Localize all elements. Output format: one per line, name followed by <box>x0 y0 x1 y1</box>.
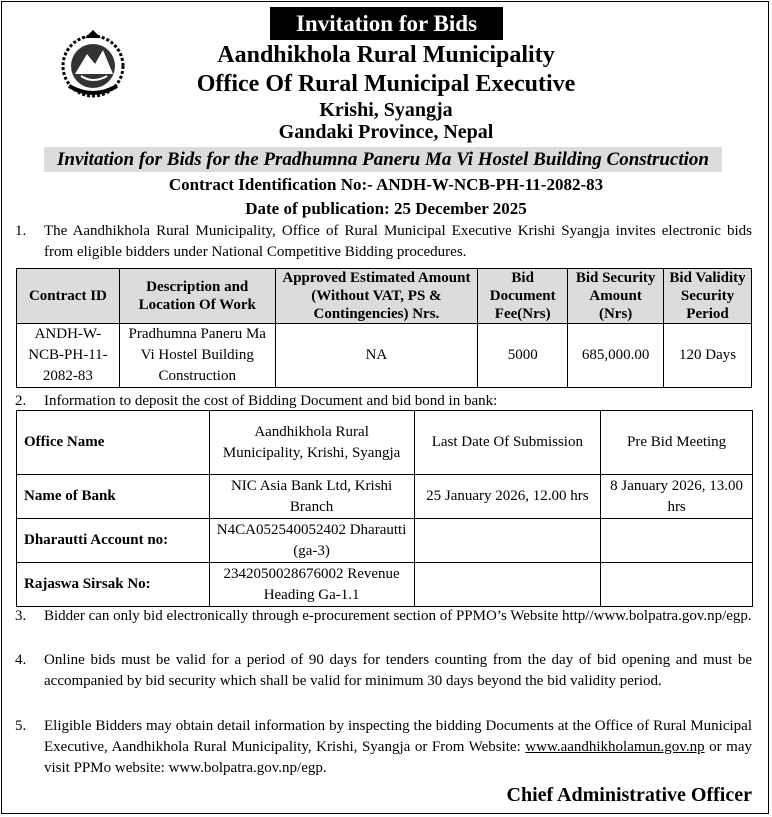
bank-name-value: NIC Asia Bank Ltd, Krishi Branch <box>209 475 414 519</box>
empty-cell <box>414 519 601 563</box>
item-text: Information to deposit the cost of Bidding Document and bid bond in bank: <box>44 393 498 409</box>
contract-id-line: Contract Identification No:- ANDH-W-NCB-PH-11-2082-83 <box>168 175 604 194</box>
list-item <box>15 391 752 412</box>
province-line: Gandaki Province, Nepal <box>278 121 494 143</box>
office-name-value: Aandhikhola Rural Municipality, Krishi, Syangja <box>209 411 414 475</box>
list-item <box>15 221 752 263</box>
bank-table <box>16 410 753 607</box>
item-text <box>44 716 752 779</box>
item-number: 5. <box>15 718 27 734</box>
list-item <box>15 650 752 692</box>
table-cell: 120 Days <box>664 324 752 388</box>
table-cell: NA <box>275 324 478 388</box>
banner-title: Invitation for Bids <box>270 7 503 40</box>
table-header: Bid Security Amount (Nrs) <box>568 269 664 324</box>
table-row <box>17 411 753 475</box>
dharautti-account-value: N4CA052540052402 Dharautti (ga-3) <box>209 519 414 563</box>
item-text-part: or may visit PPMo website: www.bolpatra.gov.np/egp. <box>44 739 752 776</box>
bank-name-label: Name of Bank <box>17 475 210 519</box>
table-cell: 685,000.00 <box>568 324 664 388</box>
table-header: Approved Estimated Amount (Without VAT, PS & Contingencies) Nrs. <box>275 269 478 324</box>
municipality-name: Aandhikhola Rural Municipality <box>217 42 555 68</box>
table-cell: 5000 <box>478 324 568 388</box>
table-cell: ANDH-W-NCB-PH-11-2082-83 <box>17 324 120 388</box>
table-header: Description and Location Of Work <box>119 269 275 324</box>
dharautti-account-label: Dharautti Account no: <box>17 519 210 563</box>
rajaswa-sirsak-label: Rajaswa Sirsak No: <box>17 563 210 607</box>
table-row <box>17 519 753 563</box>
table-row <box>17 475 753 519</box>
pre-bid-meeting-label: Pre Bid Meeting <box>601 411 753 475</box>
subject-line: Invitation for Bids for the Pradhumna Paneru Ma Vi Hostel Building Construction <box>44 147 722 172</box>
item-text: Online bids must be valid for a period of 90 days for tenders counting from the day of bid opening and must be accompanied by bid security which shall be valid for minimum 30 days beyond the bid validity period. <box>44 652 752 689</box>
rajaswa-sirsak-value: 2342050028676002 Revenue Heading Ga-1.1 <box>209 563 414 607</box>
pre-bid-meeting-value: 8 January 2026, 13.00 hrs <box>601 475 753 519</box>
publication-date: Date of publication: 25 December 2025 <box>245 199 527 218</box>
office-name-label: Office Name <box>17 411 210 475</box>
empty-cell <box>601 519 753 563</box>
item-number: 2. <box>15 393 27 409</box>
submission-date-label: Last Date Of Submission <box>414 411 601 475</box>
item-number: 3. <box>15 608 27 624</box>
item-text-part: Eligible Bidders may obtain detail information by inspecting the bidding Documents at the Office of Rural Municipal Executive, Aandhikhola Rural Municipality, Krishi, Syangja or From Website: <box>44 718 752 755</box>
table-header: Contract ID <box>17 269 120 324</box>
table-row <box>17 324 752 388</box>
list-item <box>15 716 752 779</box>
table-row <box>17 563 753 607</box>
table-header: Bid Validity Security Period <box>664 269 752 324</box>
item-text: The Aandhikhola Rural Municipality, Office of Rural Municipal Executive Krishi Syangja invites electronic bids from eligible bidders under National Competitive Bidding procedures. <box>44 223 752 260</box>
empty-cell <box>601 563 753 607</box>
contract-table <box>16 268 752 388</box>
municipality-website-link[interactable]: www.aandhikholamun.gov.np <box>525 739 705 755</box>
list-item <box>15 606 752 627</box>
item-number: 4. <box>15 652 27 668</box>
location-line: Krishi, Syangja <box>319 99 453 121</box>
empty-cell <box>414 563 601 607</box>
signature-title: Chief Administrative Officer <box>506 784 752 806</box>
submission-date-value: 25 January 2026, 12.00 hrs <box>414 475 601 519</box>
item-number: 1. <box>15 223 27 239</box>
item-text: Bidder can only bid electronically through e-procurement section of PPMO’s Website http//www.bolpatra.gov.np/egp. <box>44 608 752 624</box>
table-header-row <box>17 269 752 324</box>
table-cell: Pradhumna Paneru Ma Vi Hostel Building Construction <box>119 324 275 388</box>
table-header: Bid Document Fee(Nrs) <box>478 269 568 324</box>
office-name: Office Of Rural Municipal Executive <box>196 71 576 97</box>
